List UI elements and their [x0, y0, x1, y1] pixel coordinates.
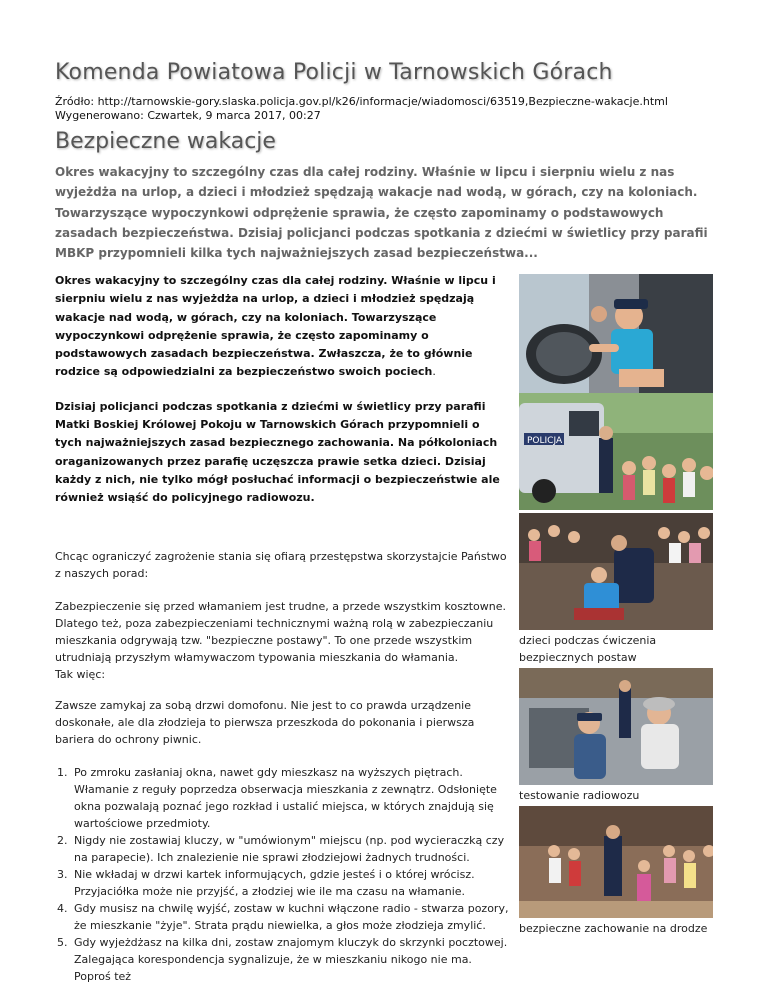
site-title: Komenda Powiatowa Policji w Tarnowskich Górach: [55, 60, 613, 85]
paragraph-2: Dzisiaj policjanci podczas spotkania z dziećmi w świetlicy przy parafii Matki Boskiej Królowej Pokoju w Tarnowskich Górach przypomnieli o tych najważniejszych zasad bezpiecznego zachowania. Na półkoloniach oraganizowanych przez parafię uczęszcza prawie setka dzieci. Dzisiaj każdy z nich, nie tylko mógł posłuchać informacji o bezpieczeństwie ale również wsiąść do policyjnego radiowozu.: [55, 399, 500, 505]
tips-list: [55, 764, 510, 985]
caption-1: dzieci podczas ćwiczenia bezpiecznych postaw: [519, 634, 657, 664]
caption-2: testowanie radiowozu: [519, 789, 640, 802]
paragraph-3: Chcąc ograniczyć zagrożenie stania się ofiarą przestępstwa skorzystajcie Państwo z naszych porad:: [55, 549, 507, 580]
article-body: [55, 272, 510, 985]
list-item: 3. Nie wkładaj w drzwi kartek informujących, gdzie jesteś i o której wrócisz. Przyjaciółka może nie przyjść, a złodziej wie ile ma czasu na włamanie.: [71, 866, 510, 900]
page-header: [55, 60, 715, 263]
source-meta: [55, 95, 715, 123]
photo-police-car: [519, 393, 713, 510]
svg-text:POLICJA: POLICJA: [527, 436, 563, 446]
list-item: 2. Nigdy nie zostawiaj kluczy, w "umówionym" miejscu (np. pod wycieraczką czy na parapecie). Ich znalezienie nie sprawi złodziejowi żadnych trudności.: [71, 832, 510, 866]
article-lead: Okres wakacyjny to szczególny czas dla całej rodziny. Właśnie w lipcu i sierpniu wielu z nas wyjeżdża na urlop, a dzieci i młodzież spędzają wakacje nad wodą, w górach, czy na koloniach. Towarzyszące wypoczynkowi odprężenie sprawia, że często zapominamy o podstawowych zasadach bezpieczeństwa. Dzisiaj policjanci podczas spotkania z dziećmi w świetlicy przy parafii MBKP przypomnieli kilka tych najważniejszych zasad bezpieczeństwa...: [55, 165, 708, 261]
photo-safe-postures: [519, 513, 713, 630]
generated-date: Wygenerowano: Czwartek, 9 marca 2017, 00:27: [55, 109, 321, 122]
photo-boy-in-car: [519, 274, 713, 394]
list-item: 5. Gdy wyjeżdżasz na kilka dni, zostaw znajomym kluczyk do skrzynki pocztowej. Zalegająca korespondencja sygnalizuje, że w mieszkaniu nikogo nie ma. Poproś też: [71, 934, 510, 985]
article-title: Bezpieczne wakacje: [55, 129, 276, 154]
caption-3: bezpieczne zachowanie na drodze: [519, 922, 708, 935]
photo-road-safety: [519, 806, 713, 918]
paragraph-1: Okres wakacyjny to szczególny czas dla całej rodziny. Właśnie w lipcu i sierpniu wielu z nas wyjeżdża na urlop, a dzieci i młodzież spędzają wakacje nad wodą, w górach, czy na koloniach. Towarzyszące wypoczynkowi odprężenie sprawia, że często zapominamy o podstawowych zasadach bezpieczeństwa. Zwłaszcza, że to głównie rodzice są odpowiedzialni za bezpieczeństwo swoich pociech.: [55, 274, 496, 379]
source-url: Źródło: http://tarnowskie-gory.slaska.policja.gov.pl/k26/informacje/wiadomosci/63519,Bezpieczne-wakacje.html: [55, 95, 668, 108]
list-item: 4. Gdy musisz na chwilę wyjść, zostaw w kuchni włączone radio - stwarza pozory, że mieszkanie "żyje". Strata prądu niewielka, a głos może złodzieja zmylić.: [71, 900, 510, 934]
photo-car-testing: [519, 668, 713, 785]
paragraph-4: Zabezpieczenie się przed włamaniem jest trudne, a przede wszystkim kosztowne. Dlatego też, poza zabezpieczeniami technicznymi ważną rolą w zabezpieczaniu mieszkania odgrywają tzw. "bezpieczne postawy". To one przede wszystkim utrudniają przyszłym włamywaczom typowania mieszkania do włamania. Tak więc:: [55, 599, 506, 681]
list-item: 1. Po zmroku zasłaniaj okna, nawet gdy mieszkasz na wyższych piętrach. Włamanie z reguły poprzedza obserwacja mieszkania z zewnątrz. Odsłonięte okna pozwalają poznać jego rozkład i ustalić miejsca, w których znajdują się wartościowe przedmioty.: [71, 764, 510, 832]
paragraph-5: Zawsze zamykaj za sobą drzwi domofonu. Nie jest to co prawda urządzenie doskonałe, ale dla złodzieja to pierwsza przeszkoda do pokonania i pierwsza bariera do ochrony piwnic.: [55, 698, 475, 746]
